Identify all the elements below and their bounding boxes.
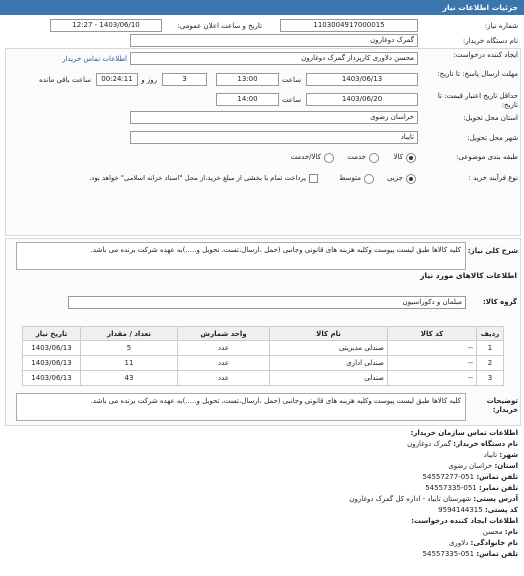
contact-line-label: تلفن نمابر: [479,484,518,492]
table-row[interactable] [23,356,504,371]
contact-line-label: تلفن تماس: [476,550,518,558]
table-row[interactable] [23,341,504,356]
page-title: جزئیات اطلاعات نیاز [442,3,518,12]
row-code: -- [388,371,477,386]
payment-text: پرداخت تمام یا بخشی از مبلغ خرید،از محل "اسناد خزانه اسلامی" خواهد بود. [89,174,306,182]
contact-line [349,494,518,505]
contact-line-value: تایباد [483,451,500,459]
contact-line [349,450,518,461]
remaining-label: ساعت باقی مانده [39,76,91,84]
buyer-label: نام دستگاه خریدار: [462,37,518,45]
payment-checkbox[interactable] [309,174,318,183]
table-row[interactable] [23,371,504,386]
deadline-time-field[interactable]: 13:00 [216,73,279,86]
contact-line-label: اطلاعات ایجاد کننده درخواست: [411,517,518,525]
row-num: 2 [477,356,504,371]
contact-line-value: گمرک دوغارون [407,440,454,448]
validity-label: حداقل تاریخ اعتبار قیمت: تا تاریخ: [437,92,518,109]
buyer-field[interactable]: گمرک دوغارون [130,34,418,47]
need-number-label: شماره نیاز: [484,22,518,30]
goods-table [22,326,504,386]
process-option-medium: متوسط [339,174,361,182]
row-name: صندلی اداری [270,356,388,371]
contact-title: اطلاعات تماس سازمان خریدار: [410,429,518,437]
validity-date-field[interactable]: 1403/06/20 [306,93,418,106]
category-radio-both[interactable] [324,153,334,163]
province-field[interactable]: خراسان رضوی [130,111,418,124]
row-code: -- [388,341,477,356]
contact-line [349,527,518,538]
contact-line [349,505,518,516]
deadline-time-label: ساعت [281,76,301,84]
row-qty: 43 [81,371,178,386]
category-radio-goods[interactable] [406,153,416,163]
category-radio-service[interactable] [369,153,379,163]
category-label: طبقه بندی موضوعی: [456,153,518,161]
goods-table-header [23,327,504,341]
deadline-label: مهلت ارسال پاسخ: تا تاریخ: [437,70,518,78]
city-label: شهر محل تحویل: [467,134,518,142]
days-field[interactable]: 3 [162,73,207,86]
summary-label: شرح کلی نیاز: [467,247,518,255]
row-name: صندلی مدیریتی [270,341,388,356]
contact-line-value: 051-54557335 [422,550,477,558]
remaining-time-field[interactable]: 00:24:11 [96,73,138,86]
row-qty: 11 [81,356,178,371]
category-option-service: خدمت [347,153,366,161]
row-date: 1403/06/13 [23,356,81,371]
creator-label: ایجاد کننده درخواست: [453,51,518,59]
days-label: روز و [141,76,157,84]
need-number-field[interactable]: 1103004917000015 [280,19,418,32]
contact-line-label: نام دستگاه خریدار: [453,440,518,448]
buyer-notes-text: کلیه کالاها طبق لیست پیوست وکلیه هزینه های قانونی وجانبی (حمل ،ارسال،تست، تحویل و.....)به عهده شرکت برنده می باشد. [16,393,466,421]
validity-time-field[interactable]: 14:00 [216,93,279,106]
category-option-both: کالا/خدمت [290,153,321,161]
announce-field[interactable]: 1403/06/10 - 12:27 [50,19,162,32]
row-date: 1403/06/13 [23,371,81,386]
col-name: نام کالا [270,327,388,341]
page-header [0,0,524,15]
goods-group-field[interactable]: مبلمان و دکوراسیون [68,296,466,309]
contact-line [349,439,518,450]
process-label: نوع فرآیند خرید : [468,174,518,182]
process-option-minor: جزیی [387,174,403,182]
contact-line-label: استان: [494,462,518,470]
validity-time-label: ساعت [281,96,301,104]
contact-line-label: تلفن تماس: [476,473,518,481]
row-unit: عدد [178,371,270,386]
contact-line-value: دلاوری [448,539,471,547]
contact-line [349,538,518,549]
process-radio-medium[interactable] [364,174,374,184]
contact-line-label: آدرس پستی: [473,495,518,503]
row-date: 1403/06/13 [23,341,81,356]
row-unit: عدد [178,356,270,371]
row-num: 3 [477,371,504,386]
contact-line [349,472,518,483]
row-qty: 5 [81,341,178,356]
buyer-notes-label: توضیحات خریدار: [486,397,518,414]
buyer-contact-link[interactable]: اطلاعات تماس خریدار [62,55,127,63]
contact-line-value: محسن [482,528,505,536]
province-label: استان محل تحویل: [463,114,518,122]
contact-line-label: نام: [504,528,518,536]
col-row: ردیف [477,327,504,341]
city-field[interactable]: تایباد [130,131,418,144]
creator-field[interactable]: محسن دلاوری کارپرداز گمرک دوغارون [130,52,418,65]
deadline-date-field[interactable]: 1403/06/13 [306,73,418,86]
contact-line-value: 051-54557335 [425,484,479,492]
contact-line [349,516,518,527]
goods-section-title: اطلاعات کالاهای مورد نیاز [420,271,517,280]
col-code: کد کالا [388,327,477,341]
announce-label: تاریخ و ساعت اعلان عمومی: [177,22,262,30]
row-code: -- [388,356,477,371]
col-unit: واحد شمارش [178,327,270,341]
col-date: تاریخ نیاز [23,327,81,341]
contact-block [349,428,518,560]
contact-line-label: شهر: [499,451,518,459]
contact-line-value: شهرستان تایباد - اداره کل گمرک دوغارون [349,495,474,503]
contact-line-value: خراسان رضوی [448,462,495,470]
col-qty: تعداد / مقدار [81,327,178,341]
contact-line [349,549,518,560]
process-radio-minor[interactable] [406,174,416,184]
goods-group-label: گروه کالا: [482,298,517,306]
row-name: صندلی [270,371,388,386]
contact-line [349,483,518,494]
category-option-goods: کالا [393,153,403,161]
contact-line-label: کد پستی: [484,506,518,514]
contact-line-label: نام خانوادگی: [470,539,518,547]
contact-line-value: 9594144315 [438,506,485,514]
row-unit: عدد [178,341,270,356]
contact-line [349,461,518,472]
summary-text: کلیه کالاها طبق لیست پیوست وکلیه هزینه های قانونی وجانبی (حمل ،ارسال،تست، تحویل و.....)به عهده شرکت برنده می باشد. [16,242,466,270]
row-num: 1 [477,341,504,356]
contact-line-value: 051-54557277 [422,473,477,481]
